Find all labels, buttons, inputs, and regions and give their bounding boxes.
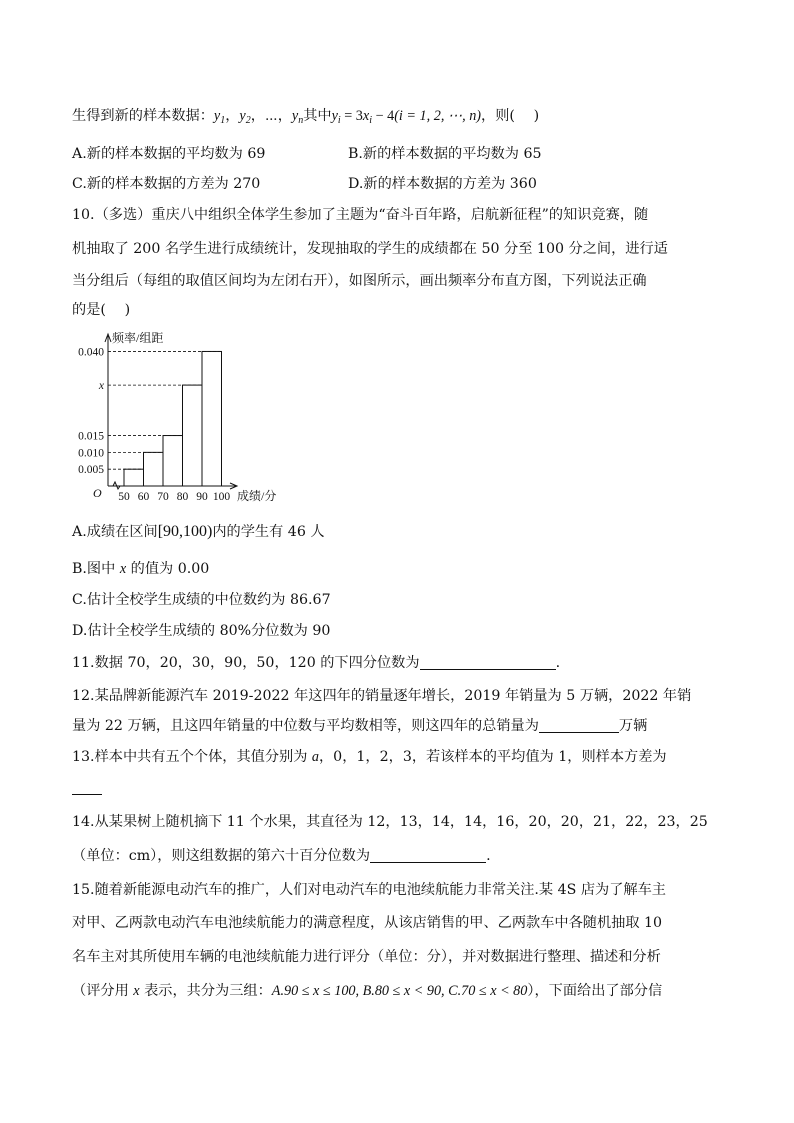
q14-line1: 14.从某果树上随机摘下 11 个水果，其直径为 12，13，14，14，16，20，20，21，22，23，25 [72,814,708,830]
y-tick-label: 0.005 [78,464,104,477]
q9-stem: 生得到新的样本数据：$y_1$，$y_2$，⋯，$y_n$其中$y_i = 3x_i - 4(i = 1$, 2, ⋯, n)，则( ) [72,108,540,126]
x-tick-label: 80 [176,491,189,503]
x-tick-label: 50 [118,491,130,503]
x-tick-label: 100 [212,491,231,503]
q9-then: ，则( ) [481,108,540,124]
histogram-bar [202,351,222,486]
interval-90-100: [90,100) [157,523,213,540]
x-tick-label: 70 [157,491,169,503]
q15-line4: （评分用 x 表示，共分为三组：A.90 ≤ x ≤ 100, B.80 ≤ x < 90, C.70 ≤ x < 80），下面给出了部分信 [72,983,663,999]
y1-symbol: $y_1$ [213,108,226,126]
q10-option-c: C.估计全校学生成绩的中位数约为 86.67 [72,592,331,608]
q9-option-c: C.新的样本数据的方差为 270 [72,176,261,192]
y-tick-label: 0.010 [78,447,104,460]
q10-option-d: D.估计全校学生成绩的 80%分位数为 90 [72,623,331,639]
histogram-bar [144,452,164,486]
x-tick-label: 60 [137,491,150,503]
x-axis-label: 成绩/分 [237,489,277,503]
q15-line1: 15.随着新能源电动汽车的推广，人们对电动汽车的电池续航能力非常关注.某 4S 店为了解车主 [72,882,666,898]
chart-y-tick-labels [78,346,105,476]
chart-axes [105,334,237,489]
q9-formula: $y_i = 3x_i - 4(i = 1$, 2, ⋯, n) [331,108,482,126]
q14-line2: （单位：cm），则这组数据的第六十百分位数为 . [72,848,491,864]
q15-line3: 名车主对其所使用车辆的电池续航能力进行评分（单位：分），并对数据进行整理、描述和分析 [72,949,661,965]
y-tick-label: 0.015 [78,430,104,443]
q9-option-d: D.新的样本数据的方差为 360 [348,176,537,192]
yn-symbol: $y_n$ [291,108,304,126]
q15-line2: 对甲、乙两款电动汽车电池续航能力的满意程度，从该店销售的甲、乙两款车中各随机抽取 10 [72,915,663,931]
q9-options-row2 [72,174,732,194]
q9-options-row1 [72,144,732,164]
a-variable: a [311,749,319,765]
ellipsis: ⋯ [264,108,278,124]
histogram-bar [163,436,183,486]
q10-option-b: B.图中 x 的值为 0.00 [72,561,210,577]
q12-answer-blank[interactable] [539,718,619,733]
histogram-bar [183,385,203,486]
q15-score-groups: A.90 ≤ x ≤ 100, B.80 ≤ x < 90, C.70 ≤ x < 80 [271,983,528,999]
q9-stem-text: 生得到新的样本数据： [72,108,214,124]
q9-option-a: A.新的样本数据的平均数为 69 [72,146,266,162]
x-variable: x [119,561,127,577]
q11: 11.数据 70，20，30，90，50，120 的下四分位数为 . [72,655,561,671]
frequency-histogram [66,328,296,510]
q13-blank-line [72,778,732,798]
q14-answer-blank[interactable] [370,848,486,863]
q9-option-b: B.新的样本数据的平均数为 65 [348,146,542,162]
q10-line3: 当分组后（每组的取值区间均为左闭右开），如图所示，画出频率分布直方图，下列说法正确 [72,273,647,289]
q10-line2: 机抽取了 200 名学生进行成绩统计，发现抽取的学生的成绩都在 50 分至 100 分之间，进行适 [72,241,668,257]
q10-option-a: A.成绩在区间[90,100)内的学生有 46 人 [72,523,325,540]
chart-bars [124,351,222,486]
chart-x-tick-labels [118,491,230,503]
chart-guide-lines [108,351,222,469]
q10-line1: 10.（多选）重庆八中组织全体学生参加了主题为“奋斗百年路，启航新征程”的知识竞赛，随 [72,207,649,223]
x-variable-q15: x [133,983,140,999]
origin-label: O [93,486,102,500]
y-axis-label: 频率/组距 [112,331,164,345]
y-tick-label: x [98,380,104,393]
q13-answer-blank[interactable] [72,780,102,795]
q12-line2: 量为 22 万辆，且这四年销量的中位数与平均数相等，则这四年的总销量为 万辆 [72,718,648,734]
y2-symbol: $y_2$ [239,108,251,126]
q12-line1: 12.某品牌新能源汽车 2019-2022 年这四年的销量逐年增长，2019 年销量为 5 万辆，2022 年销 [72,688,692,704]
x-tick-label: 90 [196,491,208,503]
y-tick-label: 0.040 [78,346,104,359]
q11-answer-blank[interactable] [420,655,556,670]
histogram-bar [124,469,144,486]
where-text: 其中 [303,108,332,124]
q10-line4: 的是( ) [72,302,131,318]
q13: 13.样本中共有五个个体，其值分别为 a，0，1，2，3，若该样本的平均值为 1，则样本方差为 [72,749,667,765]
